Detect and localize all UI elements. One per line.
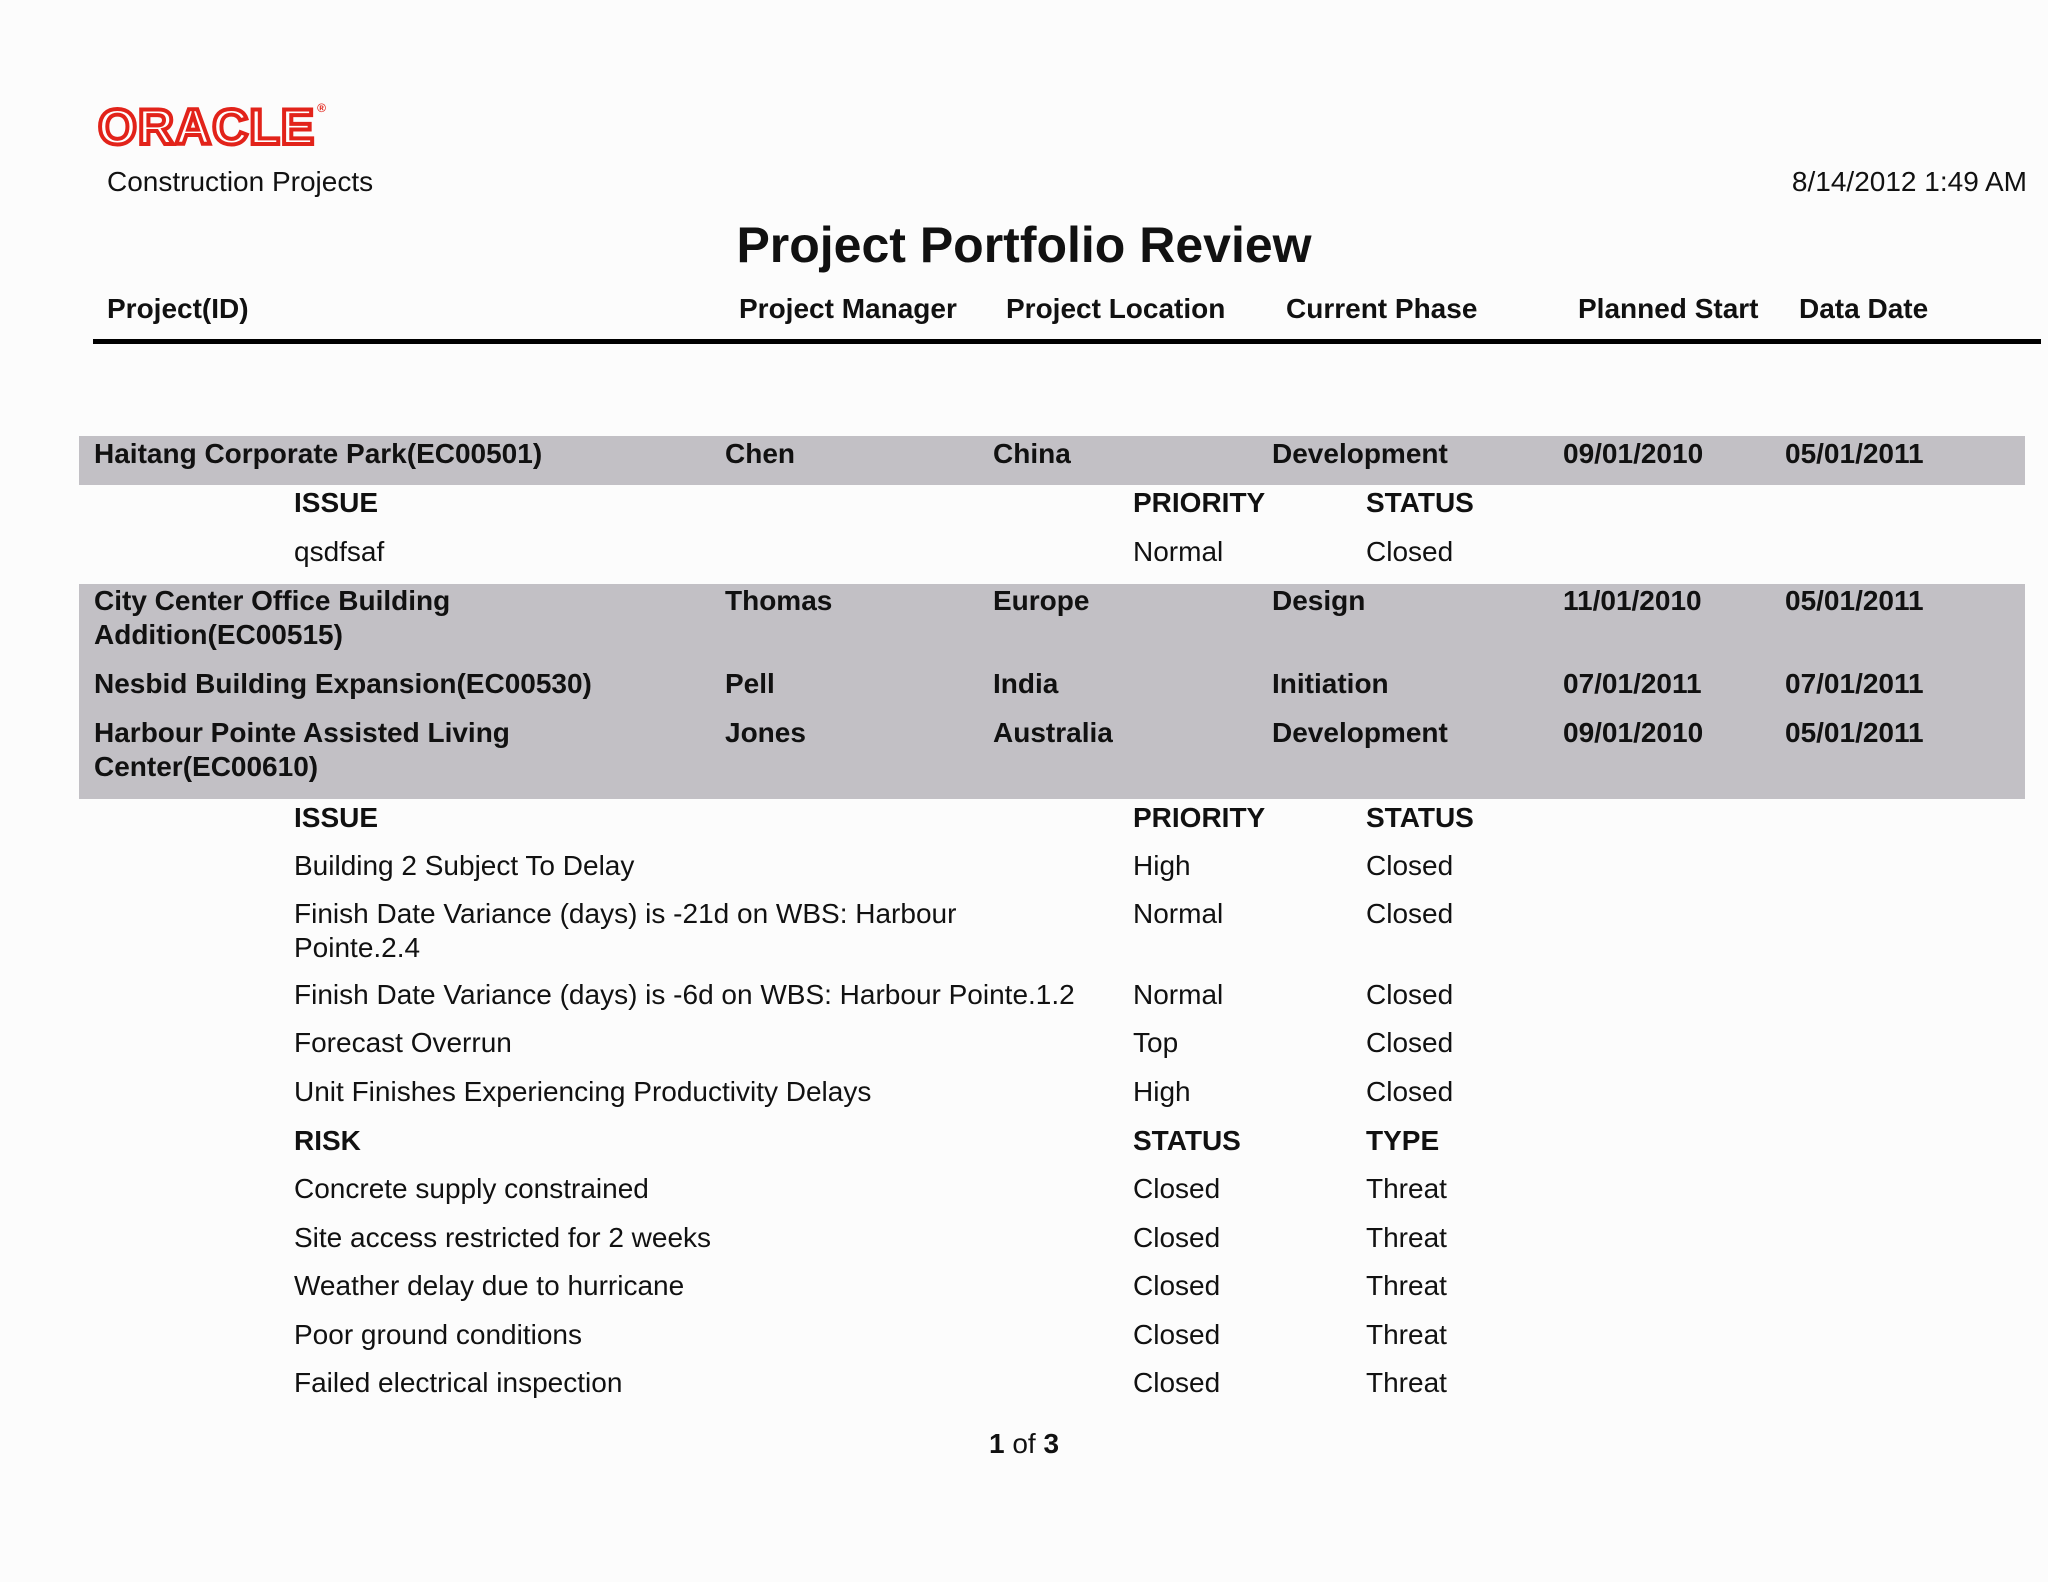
col-header-data-date: Data Date [1799,293,1929,324]
page-number: 1 of 3 [988,1428,1060,1459]
report-title: Project Portfolio Review [736,217,1312,273]
issue-text: Forecast Overrun [294,1027,512,1058]
risk-type-header: TYPE [1366,1125,1440,1156]
status-header: STATUS [1366,487,1474,518]
project-location: India [993,668,1059,699]
issue-status: Closed [1366,1027,1454,1058]
risk-status-header: STATUS [1133,1125,1241,1156]
issue-text: Finish Date Variance (days) is -6d on WBS: Harbour Pointe.1.2 [294,979,1075,1010]
header-rule [93,339,2041,344]
issue-text: Finish Date Variance (days) is -21d on WBS: Harbour Pointe.2.4 [294,898,957,963]
issue-status: Closed [1366,1076,1454,1107]
project-manager: Jones [725,717,806,748]
project-phase: Development [1272,717,1448,748]
issue-status: Closed [1366,536,1454,567]
risk-status: Closed [1133,1319,1221,1350]
risk-text: Poor ground conditions [294,1319,582,1350]
project-planned-start: 09/01/2010 [1563,717,1704,748]
project-name: Nesbid Building Expansion(EC00530) [94,668,592,699]
project-phase: Design [1272,585,1366,616]
project-data-date: 05/01/2011 [1785,438,1924,469]
project-data-date: 07/01/2011 [1785,668,1924,699]
project-manager: Pell [725,668,775,699]
risk-status: Closed [1133,1367,1221,1398]
col-header-project: Project(ID) [107,293,249,324]
issue-text: qsdfsaf [294,536,385,567]
issue-priority: Normal [1133,979,1224,1010]
project-manager: Chen [725,438,795,469]
project-name: City Center Office Building Addition(EC00515) [94,585,451,650]
project-location: China [993,438,1071,469]
company-name: Construction Projects [107,166,374,197]
project-planned-start: 07/01/2011 [1563,668,1702,699]
report-timestamp: 8/14/2012 1:49 AM [1791,166,2027,197]
issue-status: Closed [1366,979,1454,1010]
issue-priority: Top [1133,1027,1179,1058]
risk-status: Closed [1133,1270,1221,1301]
risk-text: Concrete supply constrained [294,1173,649,1204]
risk-type: Threat [1366,1270,1447,1301]
col-header-location: Project Location [1006,293,1226,324]
issue-status: Closed [1366,898,1454,929]
project-phase: Initiation [1272,668,1389,699]
priority-header: PRIORITY [1133,802,1266,833]
risk-status: Closed [1133,1173,1221,1204]
issue-priority: High [1133,1076,1191,1107]
project-location: Europe [993,585,1090,616]
issue-text: Building 2 Subject To Delay [294,850,635,881]
project-location: Australia [993,717,1113,748]
issue-priority: High [1133,850,1191,881]
risk-text: Weather delay due to hurricane [294,1270,685,1301]
col-header-phase: Current Phase [1286,293,1478,324]
risk-type: Threat [1366,1367,1447,1398]
issue-priority: Normal [1133,898,1224,929]
project-data-date: 05/01/2011 [1785,585,1924,616]
col-header-planned-start: Planned Start [1578,293,1759,324]
project-name: Haitang Corporate Park(EC00501) [94,438,543,469]
issue-priority: Normal [1133,536,1224,567]
project-data-date: 05/01/2011 [1785,717,1924,748]
risk-header: RISK [294,1125,361,1156]
project-phase: Development [1272,438,1448,469]
risk-type: Threat [1366,1319,1447,1350]
risk-text: Site access restricted for 2 weeks [294,1222,712,1253]
issue-text: Unit Finishes Experiencing Productivity Delays [294,1076,872,1107]
oracle-logo: ORACLE ® [98,99,327,155]
issue-header: ISSUE [294,802,379,833]
project-manager: Thomas [725,585,833,616]
risk-type: Threat [1366,1222,1447,1253]
project-planned-start: 11/01/2010 [1563,585,1702,616]
status-header: STATUS [1366,802,1474,833]
risk-type: Threat [1366,1173,1447,1204]
col-header-manager: Project Manager [739,293,957,324]
project-name: Harbour Pointe Assisted Living Center(EC00610) [94,717,510,782]
issue-status: Closed [1366,850,1454,881]
risk-text: Failed electrical inspection [294,1367,623,1398]
priority-header: PRIORITY [1133,487,1266,518]
project-planned-start: 09/01/2010 [1563,438,1704,469]
issue-header: ISSUE [294,487,379,518]
risk-status: Closed [1133,1222,1221,1253]
